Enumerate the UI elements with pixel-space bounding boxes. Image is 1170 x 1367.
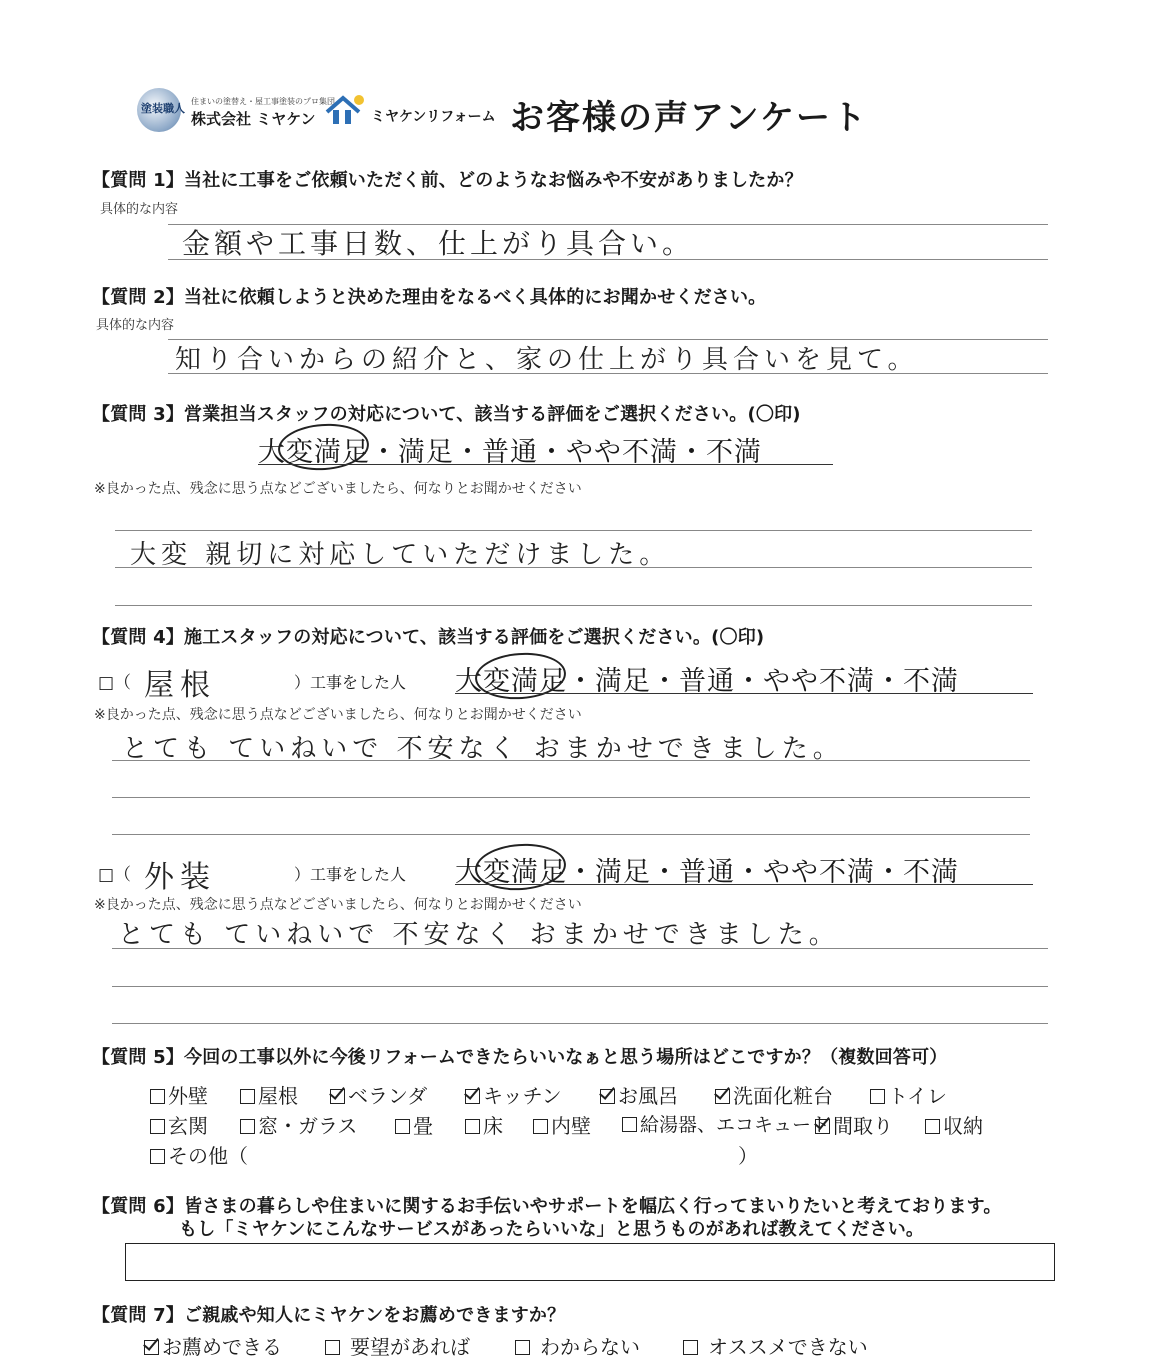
q3-answer: 大変 親切に対応していただけました。 [130, 540, 671, 570]
q2-sub: 具体的な内容 [96, 318, 175, 333]
q4-entry-2-work: 外装 [144, 860, 216, 895]
q4-entry-2-suffix: ）工事をした人 [294, 865, 407, 884]
rating-option-dissatisfied[interactable]: 不満 [903, 857, 959, 888]
checkbox-checked[interactable] [715, 1089, 730, 1104]
checkbox[interactable] [150, 1119, 165, 1134]
checkbox-checked[interactable] [144, 1340, 159, 1355]
q5-option-tatami[interactable]: 畳 [395, 1110, 433, 1139]
q4-entry-1-prefix[interactable]: □（ [98, 673, 132, 693]
q5-option-outer-wall[interactable]: 外壁 [150, 1080, 208, 1109]
rating-separator: ・ [678, 437, 706, 468]
rating-separator: ・ [538, 437, 566, 468]
header [135, 86, 1035, 138]
rating-option-satisfied[interactable]: 満足 [398, 437, 454, 468]
checkbox[interactable] [515, 1340, 530, 1355]
rating-option-satisfied[interactable]: 満足 [595, 857, 651, 888]
checkbox[interactable] [870, 1089, 885, 1104]
rating-option-very-satisfied[interactable]: 大変満足 [258, 430, 370, 469]
rating-option-somewhat-dissatisfied[interactable]: やや不満 [566, 437, 678, 468]
checkbox[interactable] [325, 1340, 340, 1355]
q6-label-line1: 【質問 6】皆さまの暮らしや住まいに関するお手伝いやサポートを幅広く行ってまいりたいと考えております。 [92, 1196, 1002, 1217]
q3-label: 【質問 3】営業担当スタッフの対応について、該当する評価をご選択ください。(〇印) [92, 404, 801, 425]
q4-entry-1-note: ※良かった点、残念に思う点などございましたら、何なりとお聞かせください [94, 707, 582, 723]
q6-label-line2: もし「ミヤケンにこんなサービスがあったらいいな」と思うものがあれば教えてください。 [179, 1219, 925, 1240]
q5-option-storage[interactable]: 収納 [925, 1110, 983, 1139]
q3-note: ※良かった点、残念に思う点などございましたら、何なりとお聞かせください [94, 481, 582, 497]
checkbox[interactable] [240, 1089, 255, 1104]
q4-label: 【質問 4】施工スタッフの対応について、該当する評価をご選択ください。(〇印) [92, 627, 765, 648]
q2-label: 【質問 2】当社に依頼しようと決めた理由をなるべく具体的にお聞かせください。 [92, 287, 767, 308]
q4-entry-1-suffix: ）工事をした人 [294, 673, 407, 692]
q1-label: 【質問 1】当社に工事をご依頼いただく前、どのようなお悩みや不安がありましたか？ [92, 170, 803, 191]
q4-entry-1-line-3 [112, 834, 1030, 835]
rating-separator: ・ [875, 857, 903, 888]
q4-entry-2-rating-underline [455, 884, 1033, 885]
q4-entry-2-line-2 [112, 986, 1048, 987]
rating-option-somewhat-dissatisfied[interactable]: やや不満 [763, 666, 875, 697]
q5-option-water-heater[interactable]: 給湯器、エコキュート [622, 1110, 830, 1137]
rating-separator: ・ [735, 666, 763, 697]
q1-answer: 金額や工事日数、仕上がり具合い。 [182, 227, 695, 260]
q7-option-if-requested[interactable]: 要望があれば [325, 1331, 470, 1360]
rating-option-somewhat-dissatisfied[interactable]: やや不満 [763, 857, 875, 888]
q2-answer: 知り合いからの紹介と、家の仕上がり具合いを見て。 [175, 345, 919, 375]
logo-text: 塗装職人 [141, 102, 185, 115]
q4-entry-2-line-3 [112, 1023, 1048, 1024]
page-title: お客様の声アンケート [510, 98, 868, 138]
company2-name: ミヤケンリフォーム [371, 109, 496, 125]
q1-sub: 具体的な内容 [100, 202, 179, 217]
rating-separator: ・ [651, 666, 679, 697]
q5-option-entrance[interactable]: 玄関 [150, 1110, 208, 1139]
checkbox-checked[interactable] [465, 1089, 480, 1104]
q5-option-floor[interactable]: 床 [465, 1110, 503, 1139]
checkbox-checked[interactable] [600, 1089, 615, 1104]
q7-option-recommend[interactable]: お薦めできる [144, 1331, 282, 1360]
checkbox[interactable] [533, 1119, 548, 1134]
rating-option-satisfied[interactable]: 満足 [595, 666, 651, 697]
q6-answer-box[interactable] [125, 1243, 1055, 1281]
q4-entry-1-work: 屋根 [144, 668, 216, 703]
q3-line-3 [115, 605, 1032, 606]
rating-option-very-satisfied[interactable]: 大変満足 [455, 659, 567, 698]
q5-option-other[interactable]: その他（ [150, 1140, 248, 1169]
rating-separator: ・ [651, 857, 679, 888]
q5-label: 【質問 5】今回の工事以外に今後リフォームできたらいいなぁと思う場所はどこですか？（複数回答可） [92, 1047, 948, 1068]
checkbox[interactable] [622, 1117, 637, 1132]
checkbox[interactable] [395, 1119, 410, 1134]
checkbox[interactable] [683, 1340, 698, 1355]
house-logo-icon [323, 92, 367, 128]
q5-option-bath[interactable]: お風呂 [600, 1080, 678, 1109]
rating-option-normal[interactable]: 普通 [482, 437, 538, 468]
q5-option-layout[interactable]: 間取り [815, 1110, 893, 1139]
checkbox[interactable] [240, 1119, 255, 1134]
checkbox-checked[interactable] [330, 1089, 345, 1104]
q5-option-roof[interactable]: 屋根 [240, 1080, 298, 1109]
logo1-tagline: 住まいの塗替え・屋工事塗装のプロ集団 [191, 97, 335, 106]
checkbox[interactable] [925, 1119, 940, 1134]
q7-option-not-recommend[interactable]: オススメできない [683, 1331, 868, 1360]
q3-line-1 [115, 530, 1032, 531]
q4-entry-2-answer: とても ていねいで 不安なく おまかせできました。 [118, 920, 840, 950]
company1-name: 株式会社 ミヤケン [191, 110, 316, 128]
q5-option-washbasin[interactable]: 洗面化粧台 [715, 1080, 833, 1109]
q4-entry-2-prefix[interactable]: □（ [98, 865, 132, 885]
rating-option-dissatisfied[interactable]: 不満 [706, 437, 762, 468]
q5-option-toilet[interactable]: トイレ [870, 1080, 947, 1109]
q4-entry-2-note: ※良かった点、残念に思う点などございましたら、何なりとお聞かせください [94, 897, 582, 913]
rating-option-very-satisfied[interactable]: 大変満足 [455, 850, 567, 889]
rating-separator: ・ [875, 666, 903, 697]
checkbox[interactable] [465, 1119, 480, 1134]
rating-separator: ・ [454, 437, 482, 468]
checkbox-checked[interactable] [815, 1119, 830, 1134]
rating-separator: ・ [370, 437, 398, 468]
q3-rating-underline [258, 464, 833, 465]
q4-entry-1-answer: とても ていねいで 不安なく おまかせできました。 [122, 734, 844, 764]
q5-option-window-glass[interactable]: 窓・ガラス [240, 1110, 357, 1139]
rating-option-dissatisfied[interactable]: 不満 [903, 666, 959, 697]
checkbox[interactable] [150, 1089, 165, 1104]
q7-label: 【質問 7】ご親戚や知人にミヤケンをお薦めできますか？ [92, 1305, 566, 1326]
q5-option-inner-wall[interactable]: 内壁 [533, 1110, 591, 1139]
q4-entry-1-line-2 [112, 797, 1030, 798]
rating-option-normal[interactable]: 普通 [679, 857, 735, 888]
q4-entry-1-rating-underline [455, 693, 1033, 694]
rating-separator: ・ [735, 857, 763, 888]
q5-option-kitchen[interactable]: キッチン [465, 1080, 562, 1109]
rating-option-normal[interactable]: 普通 [679, 666, 735, 697]
rating-separator: ・ [567, 857, 595, 888]
rating-separator: ・ [567, 666, 595, 697]
q5-option-veranda[interactable]: ベランダ [330, 1080, 427, 1109]
checkbox[interactable] [150, 1149, 165, 1164]
q5-other-close: ） [738, 1144, 758, 1168]
q7-option-dont-know[interactable]: わからない [515, 1331, 640, 1360]
